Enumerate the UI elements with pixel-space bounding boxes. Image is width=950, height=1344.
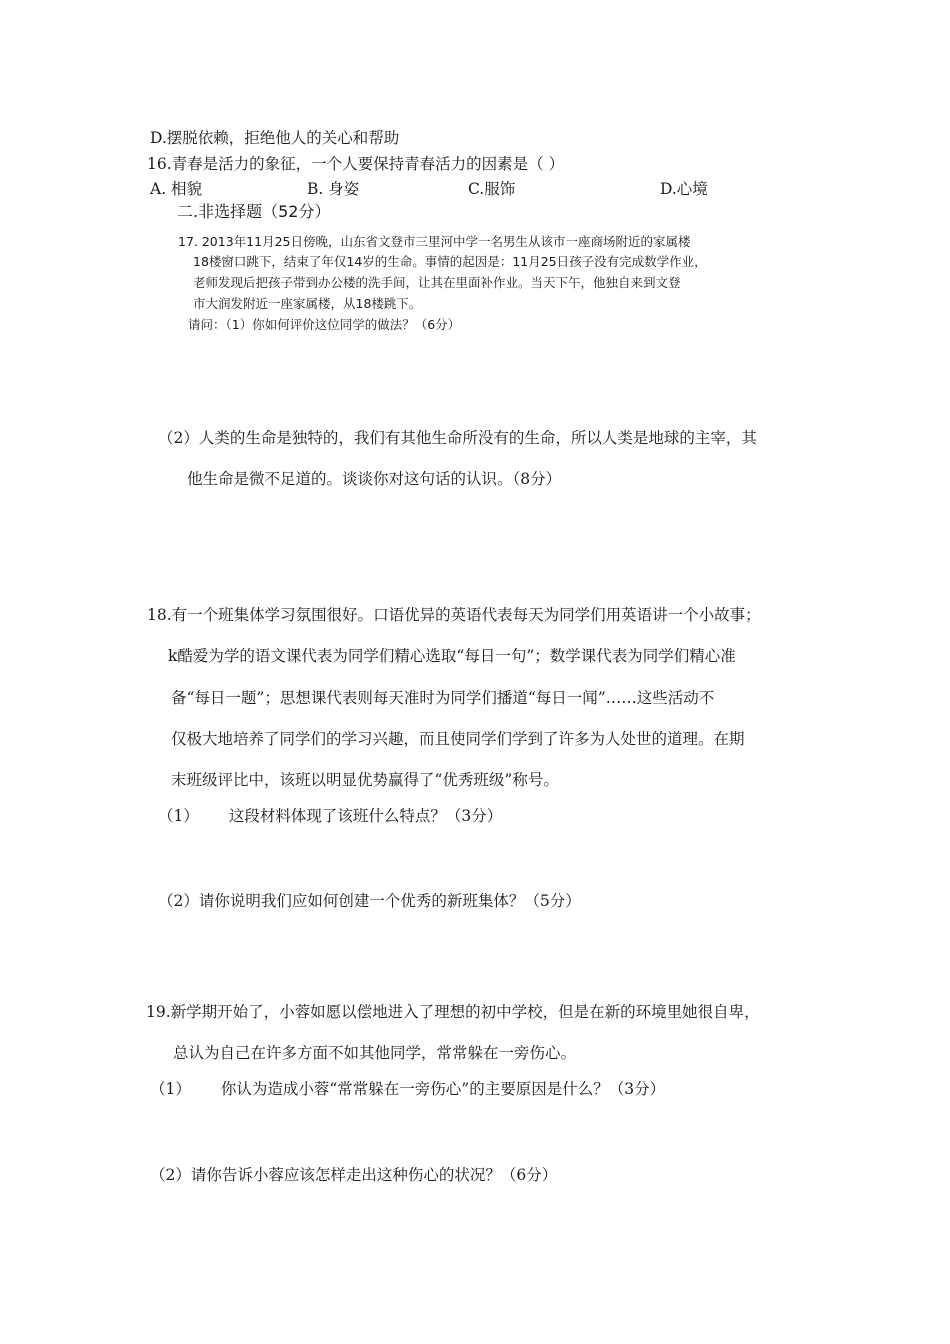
q17-material-line: 17. 2013年11月25日傍晚，山东省文登市三里河中学一名男生从该市一座商场附近的家属楼 [178, 234, 691, 249]
q18-material-line: 仅极大地培养了同学们的学习兴趣，而且使同学们学到了许多为人处世的道理。在期 [171, 730, 745, 748]
q16-option-d: D.心境 [660, 180, 708, 198]
q17-sub2-line2: 他生命是微不足道的。谈谈你对这句话的认识。（8分） [187, 470, 562, 488]
q18-material-line: 18.有一个班集体学习氛围很好。口语优异的英语代表每天为同学们用英语讲一个小故事； [147, 606, 761, 624]
q18-sub1-number: （1） [158, 807, 199, 825]
q15-option-d: D.摆脱依赖，拒绝他人的关心和帮助 [150, 129, 400, 147]
q19-material-line: 19.新学期开始了，小蓉如愿以偿地进入了理想的初中学校，但是在新的环境里她很自卑， [146, 1003, 760, 1021]
q19-sub1 [150, 1077, 665, 1099]
q16-option-a: A. 相貌 [150, 180, 203, 198]
q19-sub1-number: （1） [150, 1080, 191, 1098]
q19-sub1-text: 你认为造成小蓉“常常躲在一旁伤心”的主要原因是什么？（3分） [220, 1080, 666, 1098]
q19-sub2: （2）请你告诉小蓉应该怎样走出这种伤心的状况？（6分） [150, 1166, 558, 1184]
q18-material-line: 末班级评比中，该班以明显优势赢得了“优秀班级”称号。 [171, 771, 559, 789]
q16-stem: 16.青春是活力的象征，一个人要保持青春活力的因素是（ ） [147, 155, 565, 173]
q17-sub2-line1: （2）人类的生命是独特的，我们有其他生命所没有的生命，所以人类是地球的主宰，其 [158, 429, 757, 447]
section-title: 二.非选择题（52分） [177, 202, 331, 221]
q17-material-line: 老师发现后把孩子带到办公楼的洗手间，让其在里面补作业。当天下午，他独自来到文登 [193, 275, 681, 290]
q18-sub1 [158, 804, 502, 826]
q16-option-c: C.服饰 [468, 180, 516, 198]
q18-sub1-text: 这段材料体现了该班什么特点？（3分） [228, 807, 503, 825]
q18-material-line: k酷爱为学的语文课代表为同学们精心选取“每日一句”；数学课代表为同学们精心准 [168, 647, 736, 665]
q19-material-line: 总认为自己在许多方面不如其他同学，常常躲在一旁伤心。 [173, 1044, 577, 1062]
q18-sub2: （2）请你说明我们应如何创建一个优秀的新班集体？（5分） [158, 892, 581, 910]
q17-sub1: 请问：（1）你如何评价这位同学的做法？（6分） [188, 317, 461, 332]
q16-option-b: B. 身姿 [307, 180, 360, 198]
q18-material-line: 备“每日一题”；思想课代表则每天准时为同学们播道“每日一闻”……这些活动不 [171, 689, 715, 707]
q17-material-line: 市大润发附近一座家属楼，从18楼跳下。 [193, 296, 422, 311]
q17-material-line: 18楼窗口跳下，结束了年仅14岁的生命。事情的起因是：11月25日孩子没有完成数学作业， [193, 254, 707, 269]
